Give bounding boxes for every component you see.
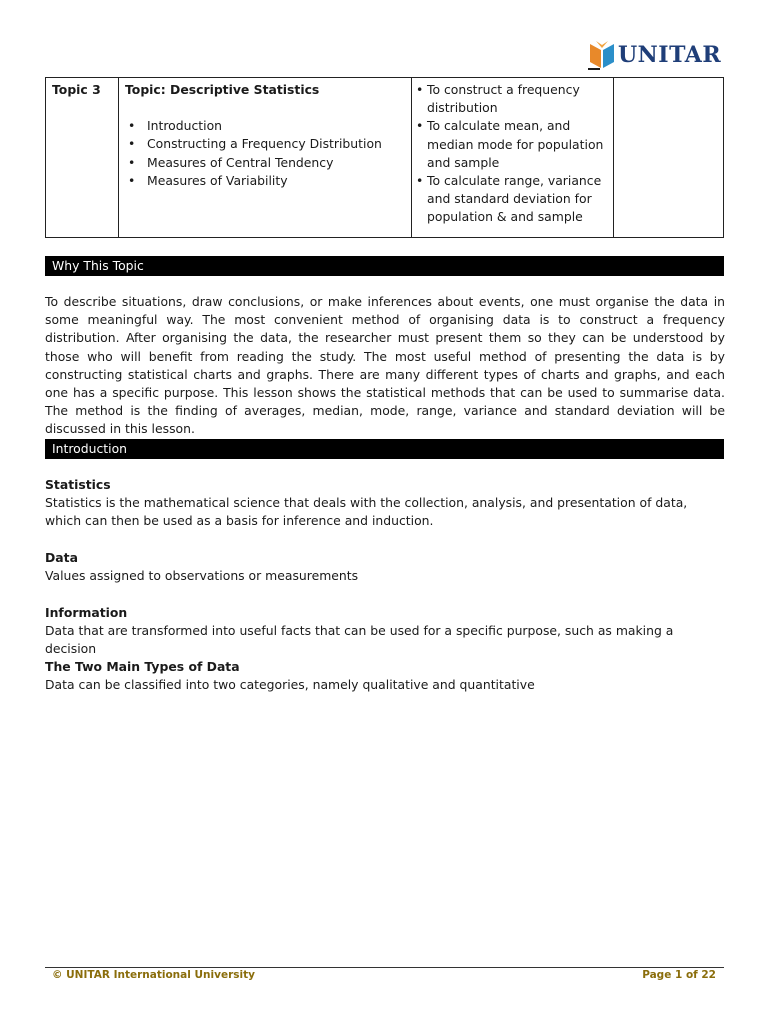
term-text: Data can be classified into two categories, namely qualitative and quantitative [45, 677, 535, 693]
term-types-of-data [45, 658, 725, 694]
term-title: Information [45, 605, 128, 620]
book-logo-icon [588, 40, 616, 70]
empty-cell [614, 78, 724, 238]
list-item: • Constructing a Frequency Distribution [125, 135, 405, 153]
table-row [46, 78, 724, 238]
list-item: • Measures of Central Tendency [125, 154, 405, 172]
footer-page-number: Page 1 of 22 [642, 969, 716, 981]
list-item: • Introduction [125, 117, 405, 135]
why-paragraph: To describe situations, draw conclusions, or make inferences about events, one must organise the data in some meaningful way. The most convenient method of organising data is to construct a frequency distribution. After organising the data, the researcher must present them so they can be understood by those who will benefit from reading the study. The most useful method of presenting the data is by constructing statistical charts and graphs. There are many different types of charts and graphs, and each one has a specific purpose. This lesson shows the statistical methods that can be used to summarise data. The method is the finding of averages, median, mode, range, variance and standard deviation will be discussed in this lesson. [45, 294, 725, 437]
footer-divider [45, 967, 724, 968]
term-text: Statistics is the mathematical science that deals with the collection, analysis, and presentation of data, which can then be used as a basis for inference and induction. [45, 495, 688, 529]
list-item: • To calculate range, variance and standard deviation for population & and sample [416, 172, 607, 227]
topic-title-cell [119, 78, 412, 238]
list-item: • To calculate mean, and median mode for population and sample [416, 117, 607, 172]
section-heading-introduction: Introduction [45, 439, 724, 459]
list-item: • To construct a frequency distribution [416, 81, 607, 117]
topic-label-cell [46, 78, 119, 238]
term-title: Statistics [45, 477, 111, 492]
term-text: Values assigned to observations or measurements [45, 568, 359, 584]
objectives-list [416, 81, 607, 227]
topic-label: Topic 3 [52, 82, 101, 97]
logo-text: UNITAR [618, 42, 722, 68]
footer-copyright: © UNITAR International University [52, 969, 255, 981]
list-item: • Measures of Variability [125, 172, 405, 190]
objectives-cell [412, 78, 614, 238]
section-heading-why: Why This Topic [45, 256, 724, 276]
term-title: The Two Main Types of Data [45, 659, 240, 674]
subtopic-list [125, 117, 405, 190]
term-title: Data [45, 550, 78, 565]
term-information [45, 604, 725, 659]
term-text: Data that are transformed into useful facts that can be used for a specific purpose, such as making a decision [45, 623, 674, 657]
term-statistics [45, 476, 725, 531]
unitar-logo [588, 37, 721, 73]
term-data [45, 549, 725, 585]
topic-table [45, 77, 724, 238]
topic-title: Topic: Descriptive Statistics [125, 82, 320, 97]
